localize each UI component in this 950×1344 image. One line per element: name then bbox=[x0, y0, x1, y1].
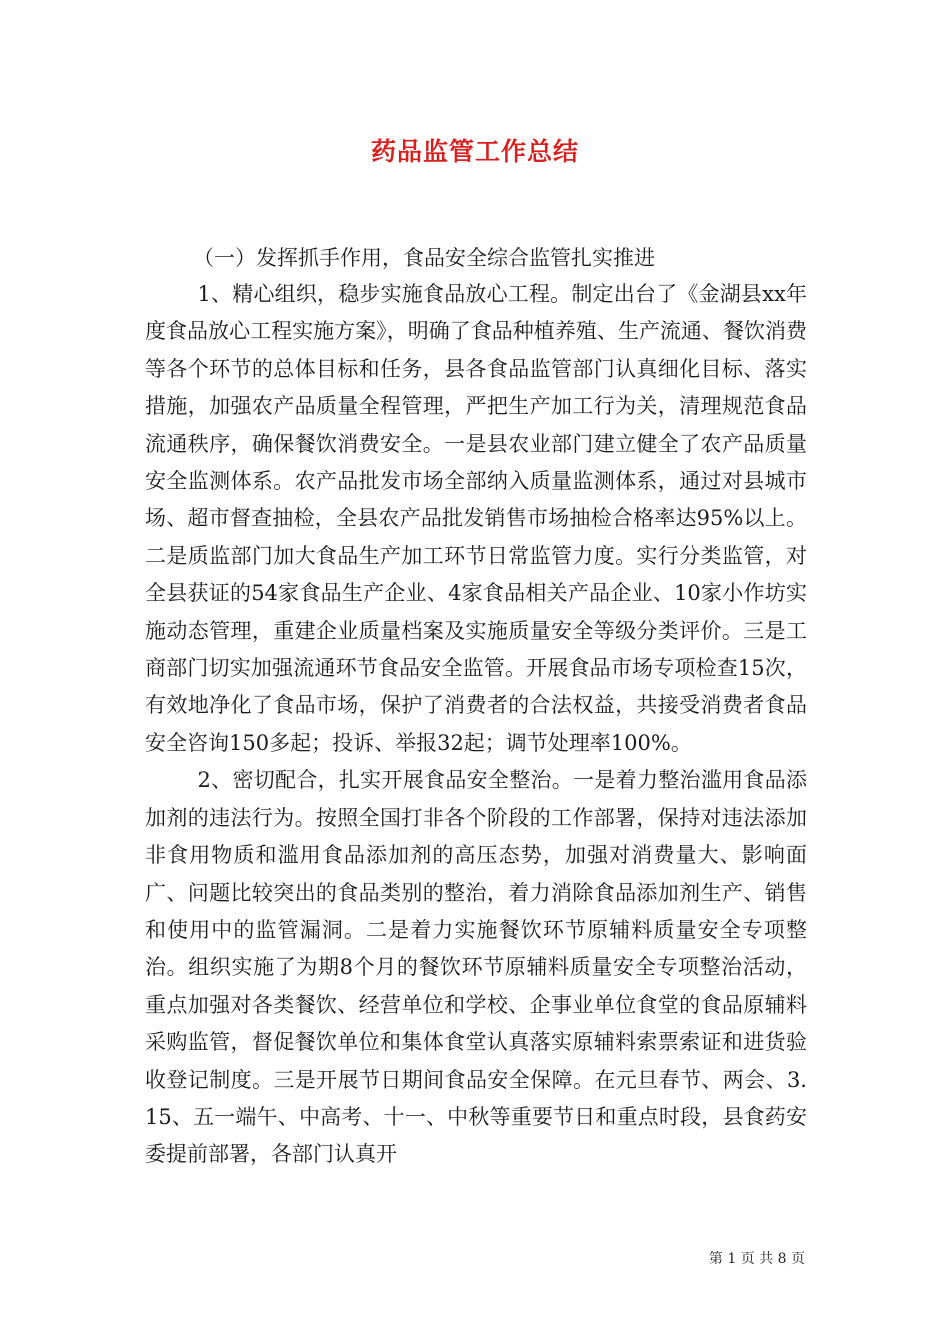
page-number-footer: 第 1 页 共 8 页 bbox=[708, 1251, 805, 1267]
paragraph-1: 1、精心组织，稳步实施食品放心工程。制定出台了《金湖县xx年度食品放心工程实施方案》，明确了食品种植养殖、生产流通、餐饮消费等各个环节的总体目标和任务，县各食品监管部门认真细化目标、落实措施，加强农产品质量全程管理，严把生产加工行为关，清理规范食品流通秩序，确保餐饮消费安全。一是县农业部门建立健全了农产品质量安全监测体系。农产品批发市场全部纳入质量监测体系，通过对县城市场、超市督查抽检，全县农产品批发销售市场抽检合格率达95%以上。二是质监部门加大食品生产加工环节日常监管力度。实行分类监管，对全县获证的54家食品生产企业、4家食品相关产品企业、10家小作坊实施动态管理，重建企业质量档案及实施质量安全等级分类评价。三是工商部门切实加强流通环节食品安全监管。开展食品市场专项检查15次，有效地净化了食品市场，保护了消费者的合法权益，共接受消费者食品安全咨询150多起；投诉、举报32起；调节处理率100%。 bbox=[145, 282, 807, 755]
section-heading: （一）发挥抓手作用，食品安全综合监管扎实推进 bbox=[193, 246, 655, 270]
paragraph-2: 2、密切配合，扎实开展食品安全整治。一是着力整治滥用食品添加剂的违法行为。按照全国打非各个阶段的工作部署，保持对违法添加非食用物质和滥用食品添加剂的高压态势，加强对消费量大、影响面广、问题比较突出的食品类别的整治，着力消除食品添加剂生产、销售和使用中的监管漏洞。二是着力实施餐饮环节原辅料质量安全专项整治。组织实施了为期8个月的餐饮环节原辅料质量安全专项整治活动，重点加强对各类餐饮、经营单位和学校、企事业单位食堂的食品原辅料采购监管，督促餐饮单位和集体食堂认真落实原辅料索票索证和进货验收登记制度。三是开展节日期间食品安全保障。在元旦春节、两会、3.15、五一端午、中高考、十一、中秋等重要节日和重点时段，县食药安委提前部署，各部门认真开 bbox=[145, 768, 807, 1167]
document-body bbox=[145, 276, 807, 1174]
document-title: 药品监管工作总结 bbox=[370, 137, 579, 166]
